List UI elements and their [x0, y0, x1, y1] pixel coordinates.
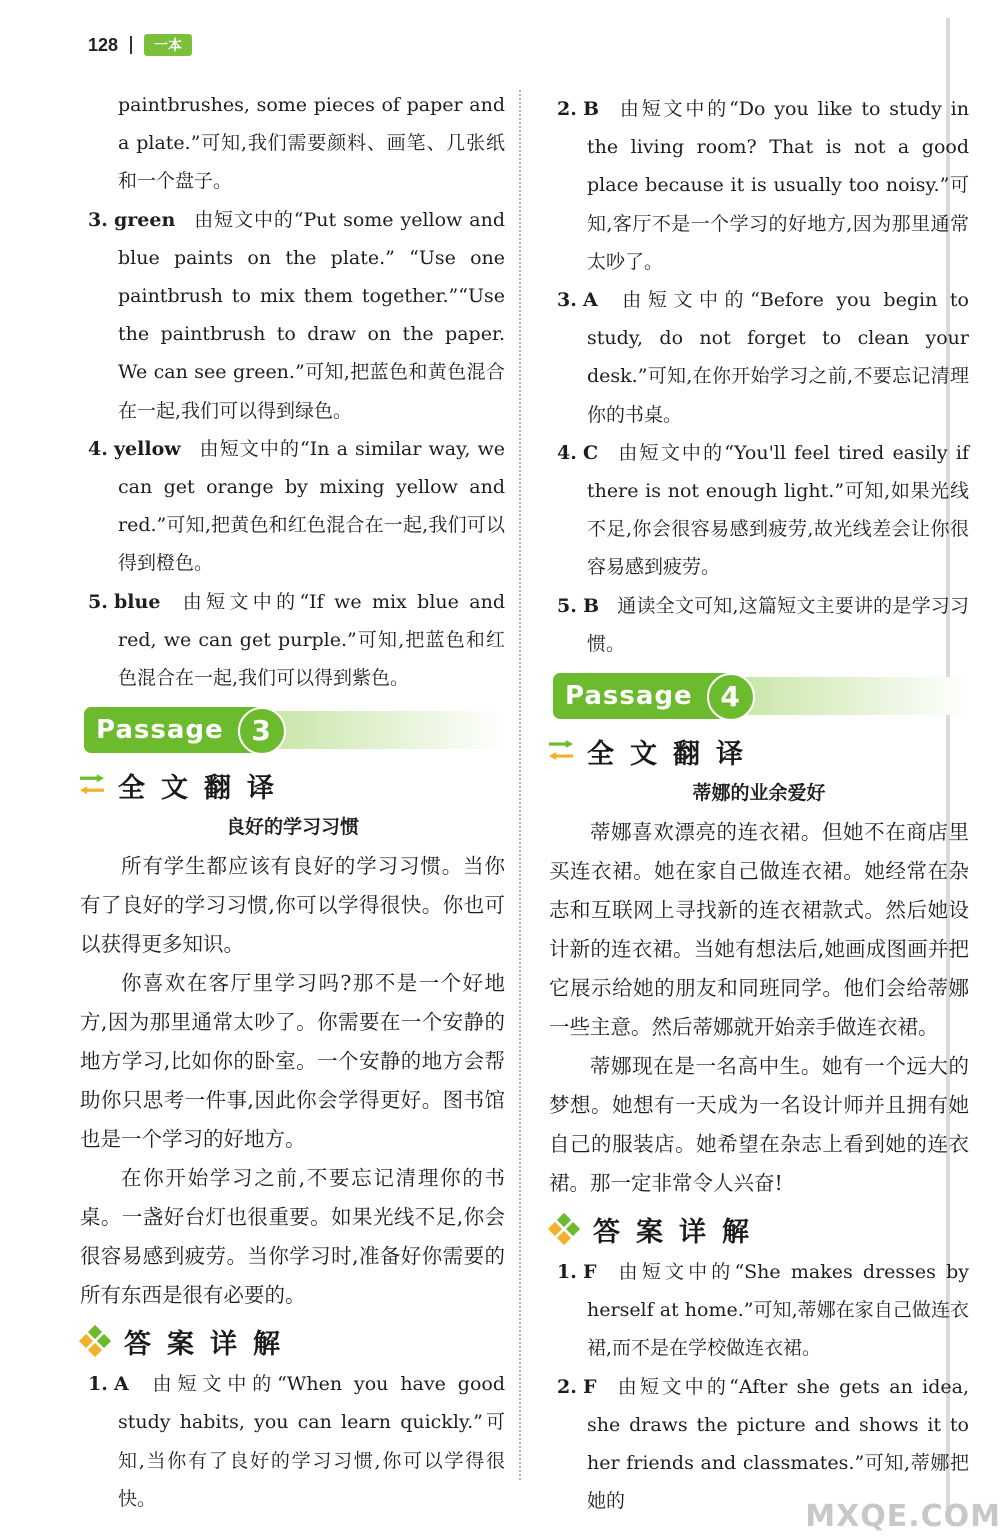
answer-number: 3. — [88, 208, 108, 231]
passage-banner — [80, 707, 505, 753]
answer-item — [549, 1253, 969, 1368]
diamond-cluster-icon — [549, 1214, 579, 1244]
answer-number: 2. — [557, 98, 577, 120]
answer-number: 2. — [557, 1375, 577, 1398]
answer-number: 4. — [557, 441, 577, 464]
answer-number: 4. — [88, 437, 108, 460]
answer-key: green — [114, 208, 176, 231]
answer-text: 由短文中的“After she gets an idea, she draws the picture and shows it to her friends and classmates.”可知,蒂娜把她的 — [587, 1375, 969, 1513]
left-column — [80, 86, 505, 1518]
right-column — [549, 90, 969, 1520]
translation-heading-label: 全文翻译 — [118, 772, 290, 804]
answer-item — [549, 281, 969, 434]
answer-text: 由短文中的“She makes dresses by herself at home.”可知,蒂娜在家自己做连衣裙,而不是在学校做连衣裙。 — [587, 1261, 969, 1360]
answer-key: A — [583, 289, 598, 312]
answer-key: blue — [114, 590, 161, 613]
translation-paragraph: 你喜欢在客厅里学习吗?那不是一个好地方,因为那里通常太吵了。你需要在一个安静的地方学习,比如你的卧室。一个安静的地方会帮助你只思考一件事,因此你会学得更好。图书馆也是一个学习的好地方。 — [80, 971, 505, 1152]
passage-label: Passage — [96, 715, 224, 746]
answer-key: B — [583, 594, 600, 617]
answer-text: 由短文中的“Put some yellow and blue paints on the plate.” “Use one paintbrush to mix them together.”“Use the paintbrush to draw on the paper. We can see green.”可知,把蓝色和黄色混合在一起,我们可以得到绿色。 — [118, 208, 505, 422]
answer-key: F — [583, 1261, 597, 1284]
answer-text: 由短文中的“In a similar way, we can get orange by mixing yellow and red.”可知,把黄色和红色混合在一起,我们可以得到橙色。 — [118, 437, 505, 575]
answer-number: 1. — [557, 1261, 577, 1284]
translation-heading — [549, 731, 969, 771]
answer-key: B — [583, 98, 600, 120]
header-separator — [130, 36, 132, 54]
page-header — [88, 30, 192, 60]
translation-paragraph: 蒂娜喜欢漂亮的连衣裙。但她不在商店里买连衣裙。她在家自己做连衣裙。她经常在杂志和互联网上寻找新的连衣裙款式。然后她设计新的连衣裙。当她有想法后,她画成图画并把它展示给她的朋友和同班同学。他们会给蒂娜一些主意。然后蒂娜就开始亲手做连衣裙。 — [549, 820, 969, 1040]
answer-number: 3. — [557, 289, 577, 312]
passage-label: Passage — [565, 681, 693, 712]
swap-arrows-icon — [549, 736, 573, 766]
answer-key: C — [583, 441, 599, 464]
answer-item — [549, 1368, 969, 1521]
answer-item — [80, 583, 505, 698]
answer-text: 通读全文可知,这篇短文主要讲的是学习习惯。 — [587, 594, 969, 655]
article-title: 良好的学习习惯 — [225, 816, 359, 839]
translation-paragraph: 所有学生都应该有良好的学习习惯。当你有了良好的学习习惯,你可以学得很快。你也可以获得更多知识。 — [80, 854, 505, 957]
answer-number: 1. — [88, 1373, 108, 1396]
diamond-cluster-icon — [80, 1326, 110, 1356]
answer-key: yellow — [114, 437, 181, 460]
answers-heading-label: 答案详解 — [124, 1328, 296, 1360]
answer-key: A — [114, 1373, 129, 1396]
translation-paragraph: 蒂娜现在是一名高中生。她有一个远大的梦想。她想有一天成为一名设计师并且拥有她自己的服装店。她希望在杂志上看到她的连衣裙。那一定非常令人兴奋! — [549, 1054, 969, 1196]
answer-number: 5. — [557, 594, 577, 617]
answer-text: 由短文中的“Do you like to study in the living room? That is not a good place because it is usually too noisy.”可知,客厅不是一个学习的好地方,因为那里通常太吵了。 — [587, 98, 969, 273]
answers-heading — [549, 1209, 969, 1249]
swap-arrows-icon — [80, 770, 104, 800]
answers-heading-label: 答案详解 — [593, 1216, 765, 1248]
column-divider — [519, 90, 521, 1480]
article-title: 蒂娜的业余爱好 — [692, 782, 826, 805]
translation-heading — [80, 765, 505, 805]
answer-text: paintbrushes, some pieces of paper and a plate.”可知,我们需要颜料、画笔、几张纸和一个盘子。 — [118, 94, 505, 193]
answer-item — [549, 434, 969, 587]
answer-text: 由短文中的“You'll feel tired easily if there is not enough light.”可知,如果光线不足,你会很容易感到疲劳,故光线差会让你很容易感到疲劳。 — [587, 441, 969, 579]
answer-text: 由短文中的“When you have good study habits, you can learn quickly.”可知,当你有了良好的学习习惯,你可以学得很快。 — [118, 1373, 505, 1510]
answer-key: F — [583, 1375, 597, 1398]
answer-item — [80, 201, 505, 430]
page-number: 128 — [88, 34, 119, 55]
answer-item — [80, 430, 505, 583]
passage-number: 3 — [238, 707, 286, 755]
passage-number: 4 — [707, 673, 755, 721]
answer-text: 由短文中的“If we mix blue and red, we can get purple.”可知,把蓝色和红色混合在一起,我们可以得到紫色。 — [118, 590, 505, 690]
header-logo: 一本 — [144, 34, 192, 56]
answer-item — [549, 90, 969, 281]
passage-pill — [553, 673, 745, 719]
passage-banner — [549, 673, 969, 719]
answer-text: 由短文中的“Before you begin to study, do not forget to clean your desk.”可知,在你开始学习之前,不要忘记清理你的书桌。 — [587, 289, 969, 426]
answers-heading — [80, 1321, 505, 1361]
answer-item — [80, 1365, 505, 1518]
answer-item — [80, 86, 505, 201]
passage-pill — [84, 707, 276, 753]
translation-paragraph: 在你开始学习之前,不要忘记清理你的书桌。一盏好台灯也很重要。如果光线不足,你会很容易感到疲劳。当你学习时,准备好你需要的所有东西是很有必要的。 — [80, 1166, 505, 1308]
answer-item — [549, 587, 969, 663]
watermark: MXQE.COM — [805, 1499, 1001, 1534]
answer-number: 5. — [88, 590, 108, 613]
translation-heading-label: 全文翻译 — [587, 738, 759, 770]
